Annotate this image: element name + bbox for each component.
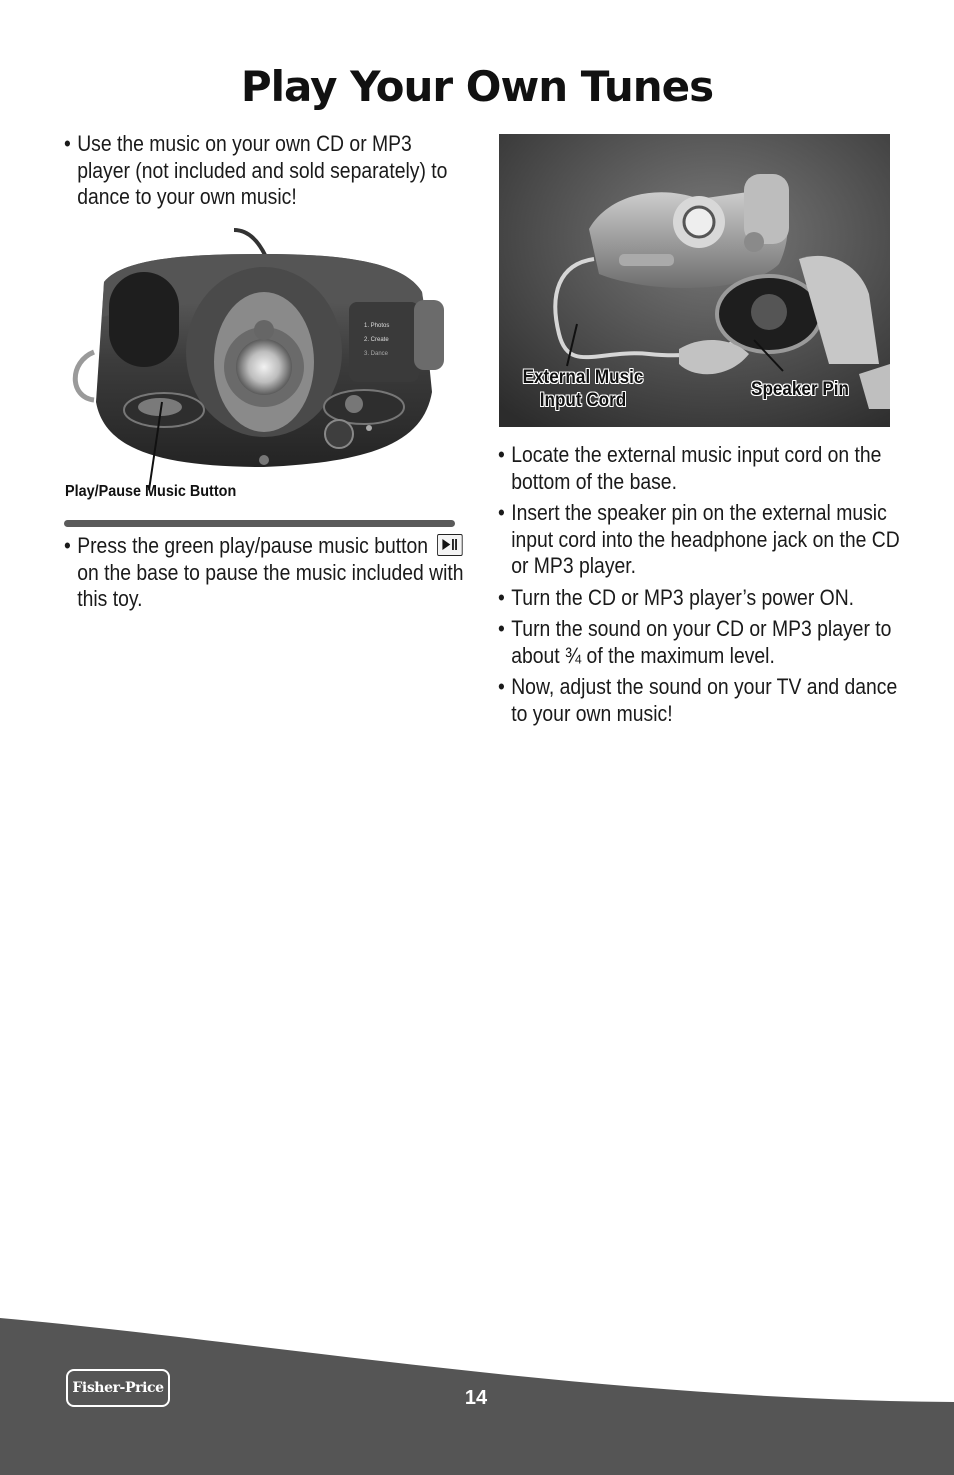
setup-steps (498, 442, 907, 732)
step-item: • Insert the speaker pin on the external music input cord into the headphone jack on the CD or MP3 player. (498, 500, 907, 580)
press-bullet (64, 533, 469, 613)
page-title: Play Your Own Tunes (240, 62, 714, 111)
cord-label-line2: Input Cord (539, 390, 627, 411)
intro-bullet: • Use the music on your own CD or MP3 player (not included and sold separately) to dance to your own music! (64, 131, 469, 211)
intro-text (64, 131, 469, 216)
page-number: 14 (464, 1387, 488, 1409)
menu-item-create: 2. Create (364, 337, 389, 343)
step-item: • Now, adjust the sound on your TV and dance to your own music! (498, 674, 907, 727)
cord-label-line1: External Music (522, 367, 644, 388)
play-pause-caption: Play/Pause Music Button (65, 483, 237, 500)
logo-text: Fisher-Price (72, 1380, 164, 1396)
fisher-price-logo (66, 1369, 170, 1407)
press-instructions (64, 533, 469, 618)
press-text-after: on the base to pause the music included with this toy. (77, 559, 464, 611)
press-text-before: Press the green play/pause music button (77, 533, 429, 558)
step-item: • Turn the sound on your CD or MP3 player to about ¾ of the maximum level. (498, 616, 907, 669)
device-base-illustration (64, 222, 459, 474)
menu-item-photos: 1. Photos (364, 323, 390, 329)
play-pause-icon (437, 534, 463, 556)
speaker-pin-label: Speaker Pin (751, 379, 849, 400)
section-divider (64, 520, 455, 527)
menu-item-dance: 3. Dance (364, 351, 389, 357)
play-button-leader-line (140, 400, 170, 492)
cord-label (511, 366, 655, 412)
step-item: • Turn the CD or MP3 player’s power ON. (498, 585, 907, 612)
setup-photo (499, 134, 890, 427)
step-item: • Locate the external music input cord on the bottom of the base. (498, 442, 907, 495)
